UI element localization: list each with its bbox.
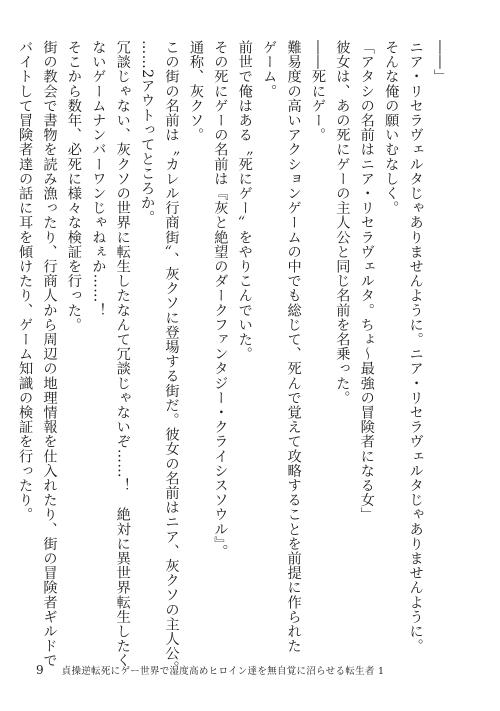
text-line: ゲーム。 [261,40,278,99]
text-line: ニア・リセラヴェルタじゃありませんように。ニア・リセラヴェルタじゃありませんように。 [407,40,424,654]
text-line: 「アタシの名前はニア・リセラヴェルタ。ちょ～最強の冒険者になる女」 [358,40,375,522]
text-line: 彼女は、あの死にゲーの主人公と同じ名前を名乗った。 [334,40,351,405]
text-line: バイトして冒険者達の話に耳を傾けたり、ゲーム知識の検証を行ったり。 [17,40,34,522]
page-number: 9 [36,663,44,677]
text-line: その死にゲーの名前は『灰と絶望のダークファンタジー・クライシスソウル』。 [212,40,229,559]
text-line: ないゲームナンバーワンじゃねぇか……！ [90,40,107,318]
running-title: 貞操逆転死にゲー世界で湿度高めヒロイン達を無自覚に沼らせる転生者 1 [61,666,385,677]
text-line: 通称、灰クソ。 [187,40,204,143]
text-line: そこから数年、必死に様々な検証を行った。 [65,40,82,332]
text-line: 前世で俺はある〝死にゲー〟をやりこんでいた。 [236,40,253,362]
text-line: ……2アウトってところか。 [139,40,156,225]
text-line: そんな俺の願いむなしく。 [383,40,400,216]
text-line: 街の教会で書物を読み漁ったり、行商人から周辺の地理情報を仕入れたり、街の冒険者ギルドで [41,40,58,668]
text-line: ――死にゲー。 [309,40,326,143]
text-line: この街の名前は〝カレル行商街〟、灰クソに登場する街だ。彼女の名前はニア、灰クソの主人公。 [163,40,180,676]
text-line: ――」 [432,40,448,84]
text-line: 冗談じゃない、灰クソの世界に転生したなんて冗談じゃないぞ……！ 絶対に異世界転生したく [114,40,131,668]
page-footer [36,663,384,677]
text-line: 難易度の高いアクションゲームの中でも総じて、死んで覚えて攻略することを前提に作られた [285,40,302,654]
